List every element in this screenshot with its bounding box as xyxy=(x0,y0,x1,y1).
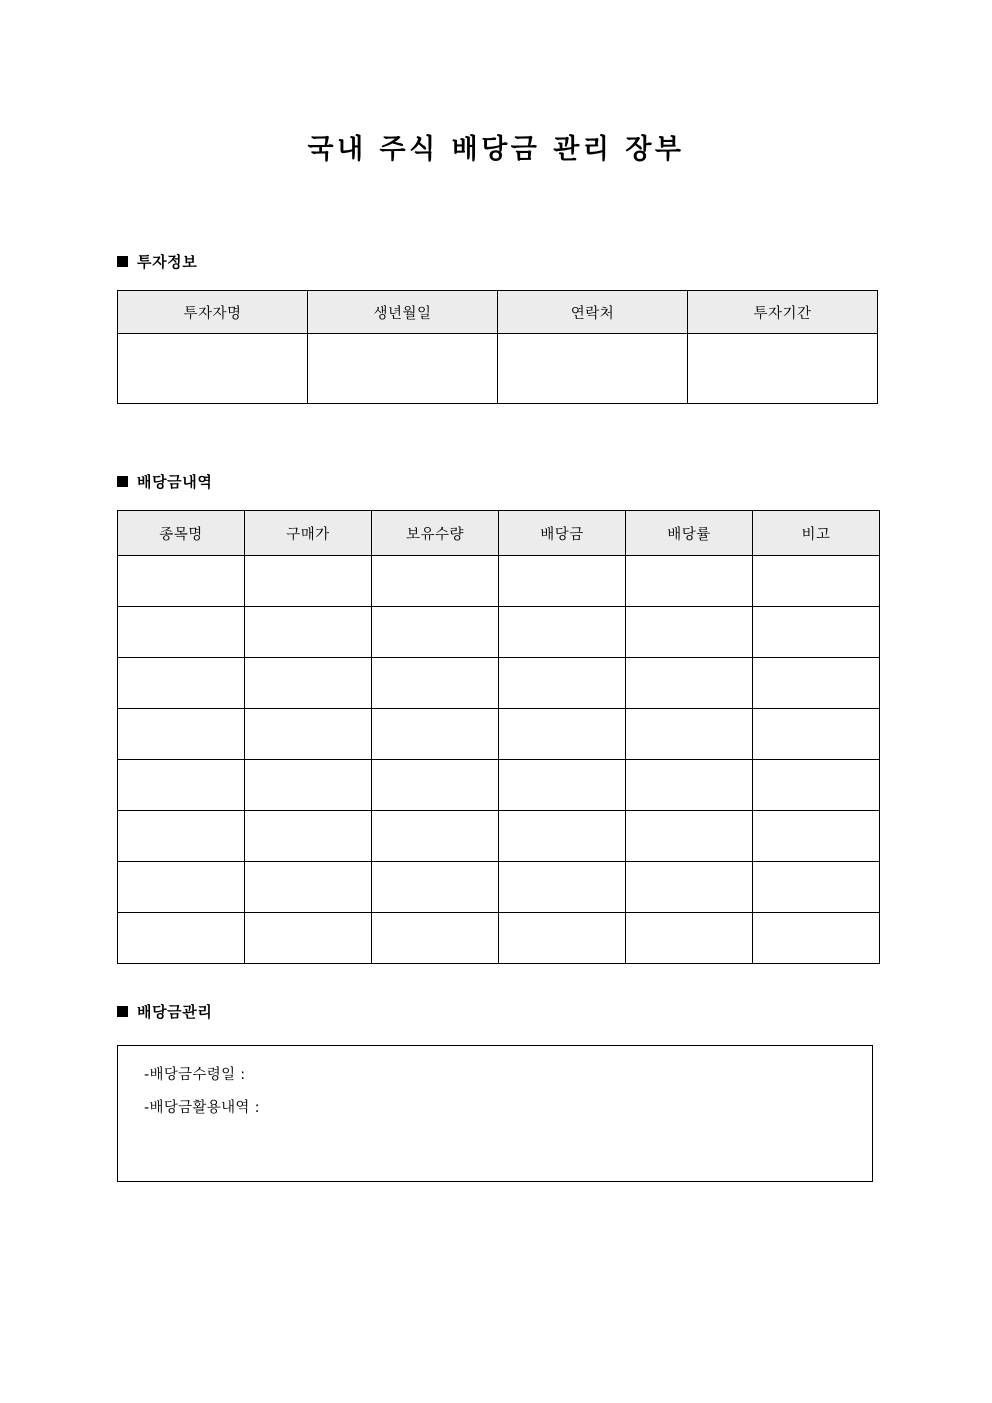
note-line-payment-date: -배당금수령일 : xyxy=(144,1067,246,1083)
cell-purchase-price[interactable] xyxy=(245,658,372,709)
column-header-dividend-amount: 배당금 xyxy=(499,511,626,556)
column-header-remarks: 비고 xyxy=(753,511,880,556)
dividend-management-notes-box[interactable] xyxy=(117,1045,873,1182)
column-header-dividend-rate: 배당률 xyxy=(626,511,753,556)
section-heading-label: 배당금관리 xyxy=(137,1003,213,1021)
cell-purchase-price[interactable] xyxy=(245,862,372,913)
page-title: 국내 주식 배당금 관리 장부 xyxy=(307,134,685,165)
table-row xyxy=(118,709,880,760)
column-header-investor-name: 투자자명 xyxy=(118,291,308,334)
cell-shares-held[interactable] xyxy=(372,607,499,658)
cell-shares-held[interactable] xyxy=(372,556,499,607)
cell-dividend-rate[interactable] xyxy=(626,811,753,862)
cell-purchase-price[interactable] xyxy=(245,811,372,862)
cell-stock-name[interactable] xyxy=(118,811,245,862)
cell-birthdate[interactable] xyxy=(308,334,498,404)
column-header-investment-period: 투자기간 xyxy=(688,291,878,334)
table-row xyxy=(118,334,878,404)
cell-dividend-amount[interactable] xyxy=(499,709,626,760)
column-header-birthdate: 생년월일 xyxy=(308,291,498,334)
section-heading-label: 투자정보 xyxy=(137,253,198,271)
cell-stock-name[interactable] xyxy=(118,556,245,607)
cell-dividend-rate[interactable] xyxy=(626,913,753,964)
section-heading-dividend-management xyxy=(117,1001,212,1022)
cell-remarks[interactable] xyxy=(753,862,880,913)
cell-dividend-rate[interactable] xyxy=(626,862,753,913)
column-header-contact: 연락처 xyxy=(498,291,688,334)
cell-remarks[interactable] xyxy=(753,811,880,862)
section-heading-investor-info xyxy=(117,251,197,272)
table-row xyxy=(118,862,880,913)
cell-dividend-rate[interactable] xyxy=(626,607,753,658)
cell-remarks[interactable] xyxy=(753,607,880,658)
cell-purchase-price[interactable] xyxy=(245,709,372,760)
cell-shares-held[interactable] xyxy=(372,862,499,913)
section-heading-label: 배당금내역 xyxy=(137,473,213,491)
table-row xyxy=(118,913,880,964)
cell-purchase-price[interactable] xyxy=(245,760,372,811)
cell-shares-held[interactable] xyxy=(372,760,499,811)
dividend-details-table xyxy=(117,510,880,964)
cell-dividend-rate[interactable] xyxy=(626,658,753,709)
cell-dividend-amount[interactable] xyxy=(499,556,626,607)
cell-shares-held[interactable] xyxy=(372,913,499,964)
cell-purchase-price[interactable] xyxy=(245,913,372,964)
cell-stock-name[interactable] xyxy=(118,862,245,913)
cell-stock-name[interactable] xyxy=(118,607,245,658)
cell-purchase-price[interactable] xyxy=(245,556,372,607)
cell-remarks[interactable] xyxy=(753,760,880,811)
cell-stock-name[interactable] xyxy=(118,658,245,709)
cell-dividend-rate[interactable] xyxy=(626,760,753,811)
section-heading-dividend-details xyxy=(117,471,212,492)
black-square-bullet-icon xyxy=(117,256,128,267)
table-row xyxy=(118,760,880,811)
black-square-bullet-icon xyxy=(117,1006,128,1017)
cell-dividend-amount[interactable] xyxy=(499,607,626,658)
cell-dividend-amount[interactable] xyxy=(499,811,626,862)
cell-remarks[interactable] xyxy=(753,556,880,607)
cell-dividend-rate[interactable] xyxy=(626,709,753,760)
cell-dividend-amount[interactable] xyxy=(499,760,626,811)
cell-remarks[interactable] xyxy=(753,658,880,709)
table-header-row xyxy=(118,291,878,334)
table-header-row xyxy=(118,511,880,556)
cell-dividend-amount[interactable] xyxy=(499,862,626,913)
cell-shares-held[interactable] xyxy=(372,811,499,862)
cell-dividend-amount[interactable] xyxy=(499,658,626,709)
cell-contact[interactable] xyxy=(498,334,688,404)
cell-remarks[interactable] xyxy=(753,913,880,964)
table-row xyxy=(118,556,880,607)
investor-info-table xyxy=(117,290,878,404)
column-header-shares-held: 보유수량 xyxy=(372,511,499,556)
cell-dividend-amount[interactable] xyxy=(499,913,626,964)
cell-shares-held[interactable] xyxy=(372,709,499,760)
cell-stock-name[interactable] xyxy=(118,709,245,760)
column-header-stock-name: 종목명 xyxy=(118,511,245,556)
note-line-usage-details: -배당금활용내역 : xyxy=(144,1099,260,1116)
cell-remarks[interactable] xyxy=(753,709,880,760)
cell-investor-name[interactable] xyxy=(118,334,308,404)
cell-dividend-rate[interactable] xyxy=(626,556,753,607)
dividend-details-body xyxy=(118,556,880,964)
table-row xyxy=(118,607,880,658)
cell-shares-held[interactable] xyxy=(372,658,499,709)
black-square-bullet-icon xyxy=(117,476,128,487)
table-row xyxy=(118,811,880,862)
cell-purchase-price[interactable] xyxy=(245,607,372,658)
cell-stock-name[interactable] xyxy=(118,913,245,964)
column-header-purchase-price: 구매가 xyxy=(245,511,372,556)
cell-investment-period[interactable] xyxy=(688,334,878,404)
table-row xyxy=(118,658,880,709)
cell-stock-name[interactable] xyxy=(118,760,245,811)
